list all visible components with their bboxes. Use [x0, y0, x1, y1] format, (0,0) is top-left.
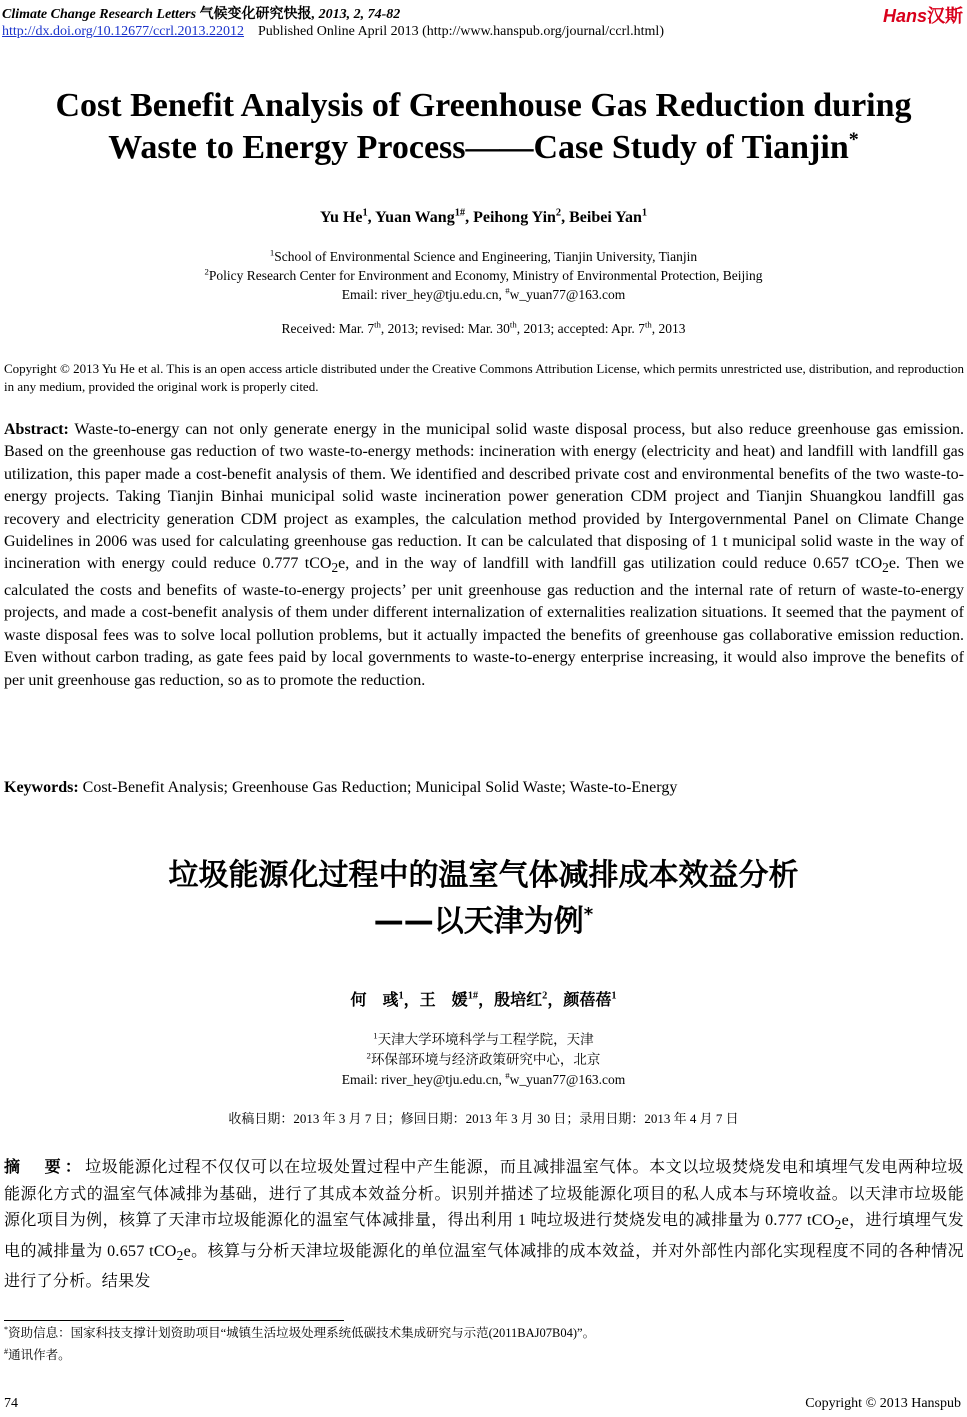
affiliation-sup: 2 [366, 1050, 371, 1061]
affiliation-text: School of Environmental Science and Engineering, Tianjin University, Tianjin [274, 249, 698, 264]
affiliation-text: 天津大学环境科学与工程学院，天津 [377, 1032, 594, 1047]
journal-name-en: Climate Change Research Letters [2, 7, 197, 22]
english-title [0, 85, 967, 169]
journal-citation [2, 3, 400, 23]
email-text: Email: river_hey@tju.edu.cn, [341, 287, 506, 302]
english-authors: Yu He$^1$, Yuan Wang$^{1\#}$, Peihong Yin$^2$, Beibei Yan$^1$ [319, 207, 648, 226]
keywords-label: Keywords: [4, 779, 79, 796]
author-name: 何 彧 [350, 992, 399, 1009]
author-name: Yu He [319, 209, 363, 226]
author-sup: 1 [611, 990, 617, 1002]
chinese-title [0, 853, 967, 945]
affiliation-sup: 2 [204, 266, 209, 277]
affiliation-sup: 1 [269, 247, 275, 258]
chinese-authors [0, 987, 967, 1010]
corr-mark: # [505, 1070, 510, 1081]
abstract-text: e，进行填埋气发电的减排量为 0.657 tCO [4, 1212, 964, 1260]
author-sup: 1# [467, 990, 479, 1002]
abstract-text: e。核算与分析天津垃圾能源化的单位温室气体减排的成本效益，并对外部性内部化实现程度不同的各种情况进行了分析。结果发 [4, 1242, 964, 1291]
chinese-title-line2-wrap [0, 899, 967, 945]
chinese-affiliation-2 [0, 1051, 967, 1069]
english-title-line2: Waste to Energy Process——Case Study of Tianjin [108, 129, 849, 166]
subscript: 2 [834, 1217, 842, 1233]
author-sup: 1# [454, 207, 466, 219]
corr-mark: # [505, 285, 510, 296]
published-online: Published Online April 2013 (http://www.hanspub.org/journal/ccrl.html) [258, 24, 664, 39]
ordinal-sup: th [644, 319, 652, 330]
doi-line [2, 24, 664, 40]
hanspub-logo [883, 2, 963, 28]
author-name: Beibei Yan [569, 209, 642, 226]
abstract-label: 摘 要： [4, 1159, 86, 1176]
chinese-affiliation-1 [0, 1031, 967, 1049]
subscript: 2 [882, 560, 889, 576]
journal-name-cn: 气候变化研究快报 [199, 7, 312, 22]
chinese-title-line2: ——以天津为例 [373, 904, 584, 939]
date-text: , 2013; accepted: Apr. 7 [516, 321, 645, 336]
email-text: w_yuan77@163.com [509, 287, 626, 302]
author-name: 殷培红 [494, 992, 543, 1009]
english-title-line2-wrap [0, 127, 967, 169]
english-abstract [4, 419, 964, 692]
affiliation-text: Policy Research Center for Environment and Economy, Ministry of Environmental Protection, Beijing [208, 268, 763, 283]
date-text: , 2013; revised: Mar. 30 [380, 321, 510, 336]
author-separator: ， [478, 992, 495, 1009]
footnote-mark: # [4, 1346, 9, 1356]
footnote-text: 资助信息：国家科技支撑计划资助项目“城镇生活垃圾处理系统低碳技术集成研究与示范(2011BAJ07B04)”。 [8, 1326, 596, 1340]
author-name: Peihong Yin [473, 209, 556, 226]
copyright-notice: Copyright © 2013 Yu He et al. This is an open access article distributed under the Creative Commons Attribution License, which permits unrestricted use, distribution, and reproduction in any medium, provided the original work is properly cited. [4, 361, 964, 394]
english-email [0, 286, 967, 304]
affiliation-sup: 1 [373, 1030, 378, 1041]
english-affiliation-1 [0, 248, 967, 266]
doi-link[interactable]: http://dx.doi.org/10.12677/ccrl.2013.22012 [2, 24, 245, 39]
author-sup: 1 [398, 990, 404, 1002]
ordinal-sup: th [509, 319, 517, 330]
chinese-title-line1: 垃圾能源化过程中的温室气体减排成本效益分析 [168, 858, 799, 893]
email-text: w_yuan77@163.com [509, 1072, 626, 1087]
english-keywords [4, 779, 964, 797]
logo-cn: 汉斯 [927, 6, 963, 26]
funding-footnote [4, 1324, 595, 1342]
ordinal-sup: th [374, 319, 381, 330]
footnote-text: 通讯作者。 [8, 1348, 71, 1362]
author-sup: 1 [641, 207, 648, 219]
chinese-received-dates: 收稿日期：2013 年 3 月 7 日；修回日期：2013 年 3 月 30 日；录用日期：2013 年 4 月 7 日 [228, 1111, 739, 1126]
affiliation-text: 环保部环境与经济政策研究中心，北京 [370, 1052, 601, 1067]
author-sup: 2 [555, 207, 562, 219]
abstract-label: Abstract: [4, 421, 69, 438]
english-title-mark: * [848, 128, 859, 151]
english-received-dates [0, 321, 967, 337]
date-text: , 2013 [651, 321, 686, 336]
chinese-abstract [4, 1155, 964, 1296]
corresponding-footnote [4, 1346, 71, 1364]
abstract-text: 垃圾能源化过程不仅仅可以在垃圾处置过程中产生能源，而且减排温室气体。本文以垃圾焚烧发电和填埋气发电两种垃圾能源化方式的温室气体减排为基础，进行了其成本效益分析。识别并描述了垃圾能源化项目的私人成本与环境收益。以天津市垃圾能源化项目为例，核算了天津市垃圾能源化的温室气体减排量，得出利用 1 吨垃圾进行焚烧发电的减排量为 0.777 tCO [4, 1159, 964, 1229]
footer-copyright: Copyright © 2013 Hanspub [805, 1396, 961, 1411]
abstract-text: Waste-to-energy can not only generate energy in the municipal solid waste disposal process, but also reduce greenhouse gas emission. Based on the greenhouse gas reduction of two waste-to-energy methods: incineration with energy (electricity and heat) and landfill with landfill gas utilization, this paper made a cost-benefit analysis of them. We identified and described private cost and environmental benefits of the two waste-to-energy projects. Taking Tianjin Binhai municipal solid waste incineration power generation CDM project and Tianjin Shuangkou landfill gas recovery and electricity generation CDM project as examples, the calculation method provided by Intergovernmental Panel on Climate Change Guidelines in 2006 was used for calculating greenhouse gas reduction. It can be calculated that disposing of 1 t municipal solid waste in the way of incineration with energy could reduce 0.777 tCO [4, 421, 964, 573]
footnote-divider [4, 1320, 344, 1321]
author-sup: 1 [362, 207, 368, 219]
subscript: 2 [331, 560, 339, 576]
author-separator: ， [403, 992, 420, 1009]
abstract-text: e. Then we calculated the costs and benefits of waste-to-energy projects’ per unit greenhouse gas reduction and the internal rate of return of waste-to-energy projects, and made a cost-benefit analysis of them under different internalization of externalities realization situations. It seemed that the payment of waste disposal fees was to solve local pollution problems, but it actually impacted the benefits of greenhouse gas collaborative emission reduction. Even without carbon trading, as gate fees paid by local governments to waste-to-energy enterprise increasing, it would also improve the benefits of per unit greenhouse gas reduction, so as to promote the reduction. [4, 555, 965, 689]
english-title-line1: Cost Benefit Analysis of Greenhouse Gas Reduction during [55, 87, 912, 124]
keywords-text: Cost-Benefit Analysis; Greenhouse Gas Reduction; Municipal Solid Waste; Waste-to-Energy [82, 779, 678, 796]
english-affiliation-2 [0, 267, 967, 285]
date-text: Received: Mar. 7 [281, 321, 375, 336]
chinese-title-mark: * [583, 904, 594, 925]
author-name: Yuan Wang [375, 209, 455, 226]
email-text: Email: river_hey@tju.edu.cn, [341, 1072, 506, 1087]
page-number: 74 [4, 1396, 18, 1411]
author-sup: 2 [542, 990, 548, 1002]
author-name: 颜蓓蓓 [563, 992, 612, 1009]
footnote-mark: * [4, 1324, 9, 1334]
journal-issue: , 2013, 2, 74-82 [311, 7, 401, 22]
author-separator: ， [547, 992, 564, 1009]
chinese-email [0, 1071, 967, 1089]
abstract-text: e, and in the way of landfill with landfill gas utilization could reduce 0.657 tCO [338, 555, 883, 573]
author-name: 王 媛 [419, 992, 468, 1009]
subscript: 2 [176, 1247, 184, 1263]
logo-latin: Hans [882, 6, 927, 26]
